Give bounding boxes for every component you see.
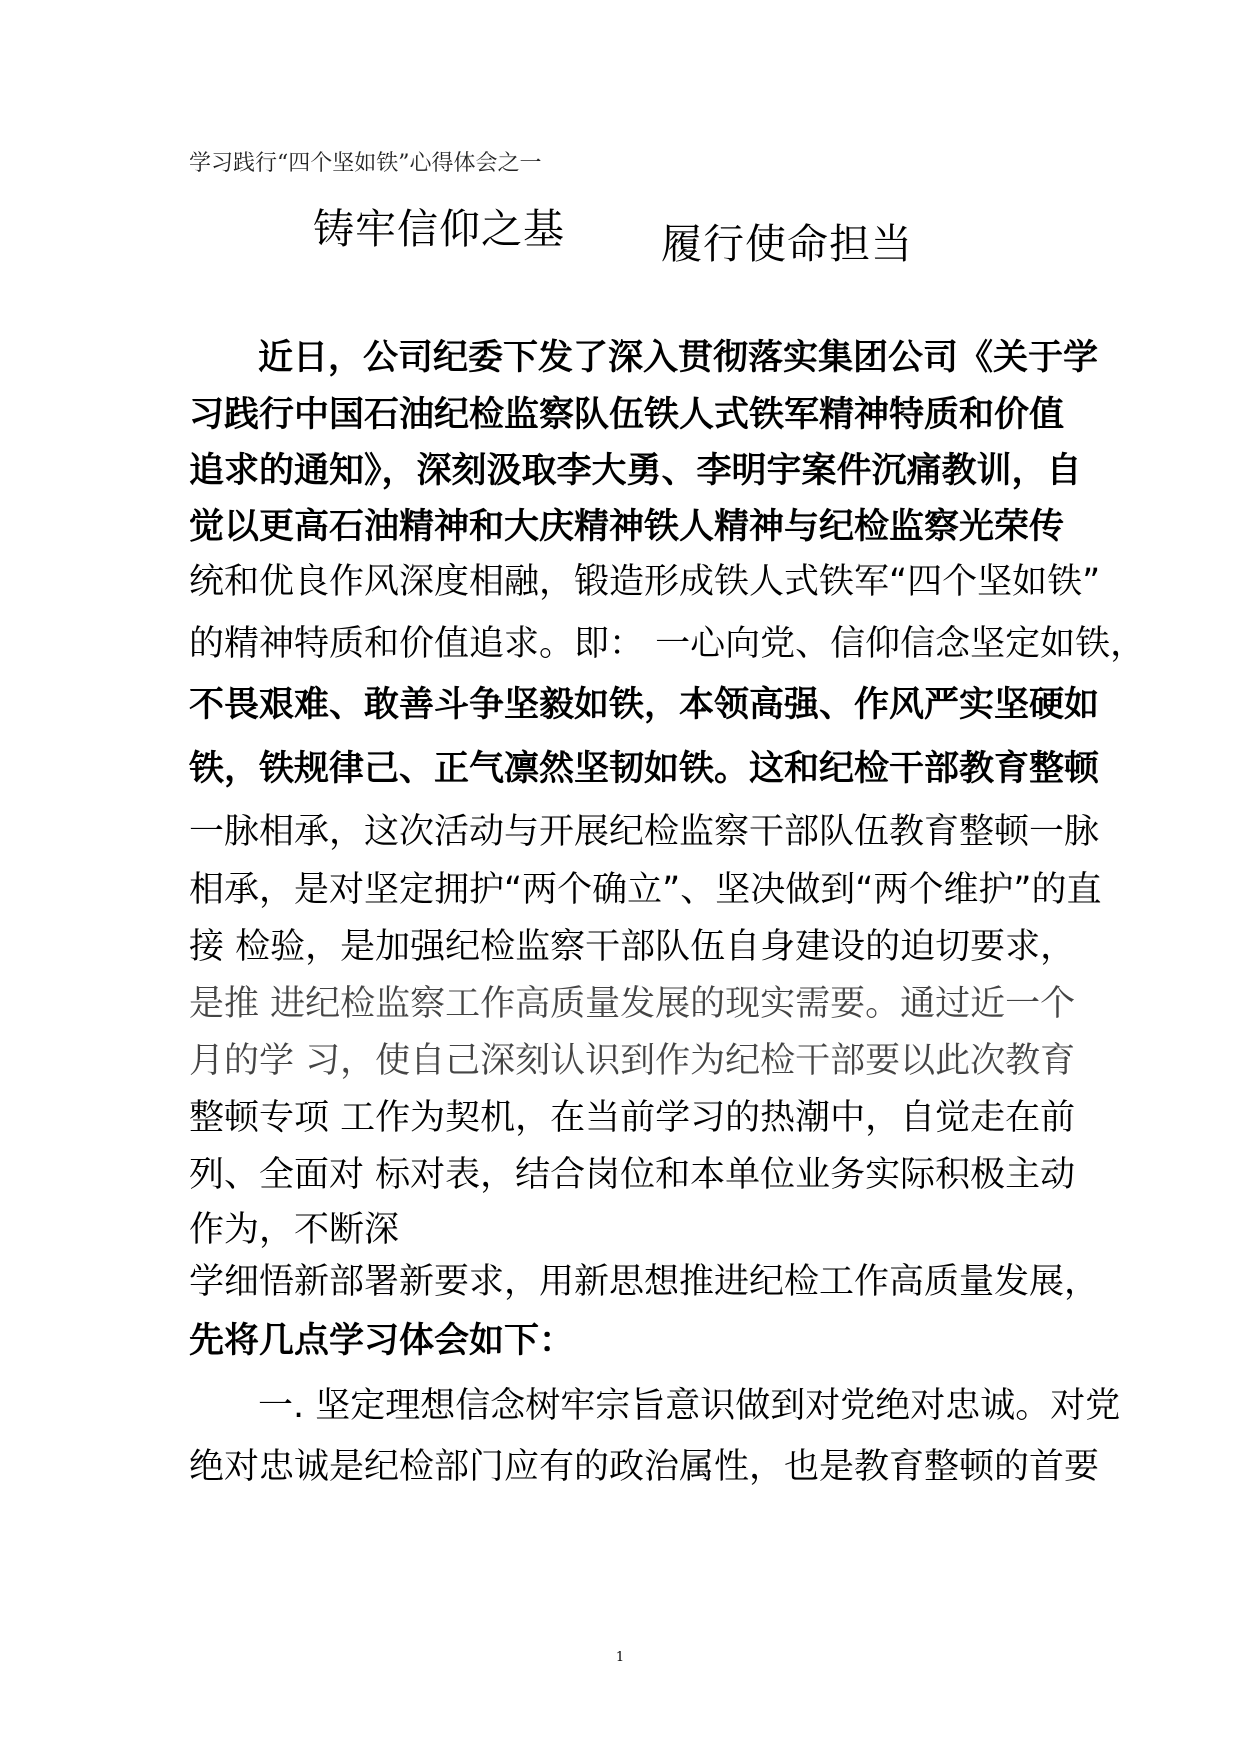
page-number: 1 [615, 1650, 625, 1665]
body-line: 作为，不断深 [189, 1210, 400, 1250]
body-line: 学细悟新部署新要求，用新思想推进纪检工作高质量发展， [189, 1262, 1100, 1302]
body-line: 一脉相承，这次活动与开展纪检监察干部队伍教育整顿一脉 [189, 812, 1100, 852]
document-subheading: 学习践行“四个坚如铁”心得体会之一 [189, 151, 542, 176]
document-title-part1: 铸牢信仰之基 [313, 205, 565, 253]
body-line: 月的学 习，使自己深刻认识到作为纪检干部要以此次教育 [189, 1041, 1076, 1081]
body-line: 统和优良作风深度相融，锻造形成铁人式铁军“四个坚如铁” [189, 562, 1101, 602]
body-line: 相承，是对坚定拥护“两个确立”、坚决做到“两个维护”的直 [189, 870, 1102, 910]
body-line: 铁，铁规律己、正气凛然坚韧如铁。这和纪检干部教育整顿 [189, 749, 1100, 789]
body-line: 近日，公司纪委下发了深入贯彻落实集团公司《关于学 [258, 338, 1099, 378]
body-line: 绝对忠诚是纪检部门应有的政治属性，也是教育整顿的首要 [189, 1447, 1100, 1487]
body-line: 一. 坚定理想信念树牢宗旨意识做到对党绝对忠诚。对党 [258, 1386, 1121, 1426]
body-line: 接 检验，是加强纪检监察干部队伍自身建设的迫切要求， [189, 927, 1076, 967]
body-line: 觉以更高石油精神和大庆精神铁人精神与纪检监察光荣传 [189, 507, 1065, 547]
body-line: 的精神特质和价值追求。即： 一心向党、信仰信念坚定如铁， [189, 624, 1146, 664]
body-line: 追求的通知》，深刻汲取李大勇、李明宇案件沉痛教训，自 [189, 451, 1082, 491]
body-line: 不畏艰难、敢善斗争坚毅如铁，本领高强、作风严实坚硬如 [189, 685, 1100, 725]
body-line: 是推 进纪检监察工作高质量发展的现实需要。通过近一个 [189, 984, 1076, 1024]
body-line: 先将几点学习体会如下： [189, 1321, 575, 1361]
body-line: 习践行中国石油纪检监察队伍铁人式铁军精神特质和价值 [189, 395, 1065, 435]
body-line: 整顿专项 工作为契机，在当前学习的热潮中，自觉走在前 [189, 1098, 1076, 1138]
body-line: 列、全面对 标对表，结合岗位和本单位业务实际积极主动 [189, 1155, 1076, 1195]
document-title-part2: 履行使命担当 [661, 220, 913, 268]
